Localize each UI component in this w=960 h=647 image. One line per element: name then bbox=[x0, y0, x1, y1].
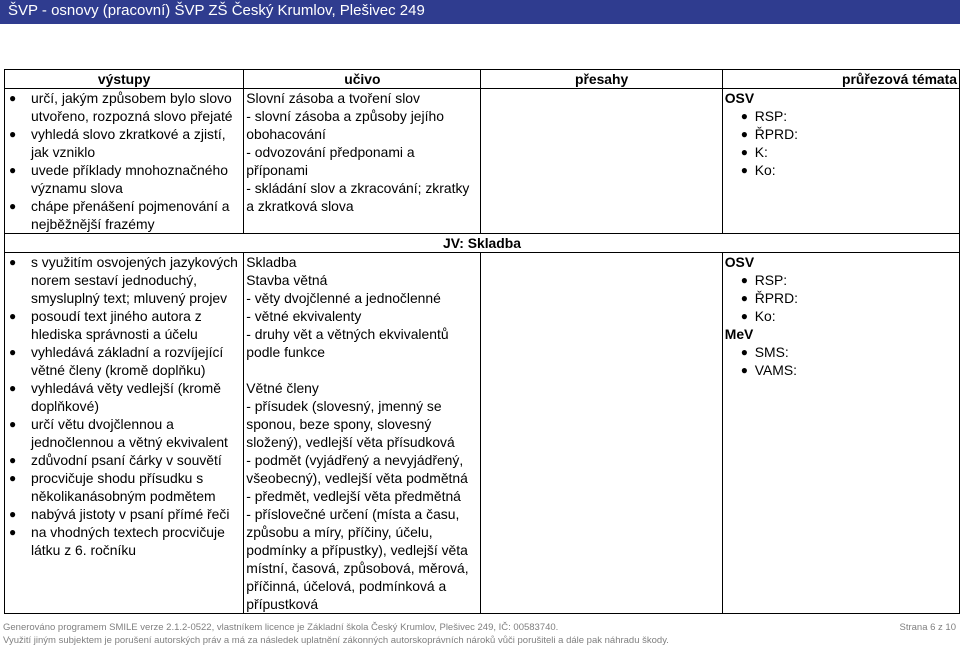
footer-copyright: Využití jiným subjektem je porušení autorských práv a má za následek uplatnění zákonných autorskoprávních nároků vůči porušiteli a dále pak náhradu škody. bbox=[3, 635, 669, 646]
curriculum-table bbox=[4, 69, 960, 614]
section-row bbox=[5, 234, 960, 253]
list-item: ● nabývá jistoty v psaní přímé řeči bbox=[7, 505, 241, 523]
theme-item: ● K: bbox=[725, 143, 957, 161]
content-cell bbox=[244, 253, 481, 614]
overlaps-cell bbox=[481, 89, 722, 234]
header-vystupy: výstupy bbox=[5, 70, 244, 89]
themes-cell bbox=[722, 89, 959, 234]
theme-item: ● RSP: bbox=[725, 271, 957, 289]
themes-cell bbox=[722, 253, 959, 614]
list-item: ● na vhodných textech procvičuje látku z 6. ročníku bbox=[7, 523, 241, 559]
header-presahy: přesahy bbox=[481, 70, 722, 89]
content-line: - věty dvojčlenné a jednočlenné bbox=[246, 290, 441, 306]
list-item: ● vyhledá slovo zkratkové a zjistí, jak vzniklo bbox=[7, 125, 241, 161]
theme-item: ● Ko: bbox=[725, 161, 957, 179]
overlaps-cell bbox=[481, 253, 722, 614]
window-title: ŠVP - osnovy (pracovní) ŠVP ZŠ Český Krumlov, Plešivec 249 bbox=[0, 0, 960, 24]
content-line: - přísudek (slovesný, jmenný se sponou, beze spony, slovesný složený), vedlejší věta přísudková bbox=[246, 398, 455, 450]
theme-title-osv: OSV bbox=[724, 90, 755, 106]
footer-generated-by: Generováno programem SMILE verze 2.1.2-0522, vlastníkem licence je Základní škola Český Krumlov, Plešivec 249, IČ: 00583740. bbox=[3, 622, 559, 633]
outputs-cell bbox=[5, 253, 244, 614]
list-item: ● vyhledává věty vedlejší (kromě doplňkové) bbox=[7, 379, 241, 415]
list-item: ● určí větu dvojčlennou a jednočlennou a větný ekvivalent bbox=[7, 415, 241, 451]
theme-item: ● ŘPRD: bbox=[725, 289, 957, 307]
theme-title-osv: OSV bbox=[724, 254, 755, 270]
content-line: - druhy vět a větných ekvivalentů podle funkce bbox=[246, 326, 449, 360]
theme-item: ● Ko: bbox=[725, 307, 957, 325]
content-line: - příslovečné určení (místa a času, způsobu a míry, příčiny, účelu, podmínky a přípustky), vedlejší věta místní, časová, způsobová, měrová, příčinná, účelová, podmínková a přípustková bbox=[246, 506, 469, 612]
theme-item: ● VAMS: bbox=[725, 361, 957, 379]
content-line: - slovní zásoba a způsoby jejího obohacování bbox=[246, 108, 444, 142]
content-line: Slovní zásoba a tvoření slov bbox=[246, 90, 420, 106]
section-title: JV: Skladba bbox=[5, 234, 960, 253]
header-prurezova-temata: průřezová témata bbox=[722, 70, 959, 89]
table-header-row bbox=[5, 70, 960, 89]
page-number: Strana 6 z 10 bbox=[899, 622, 956, 633]
theme-item: ● ŘPRD: bbox=[725, 125, 957, 143]
outputs-cell bbox=[5, 89, 244, 234]
content-line: - odvozování předponami a příponami bbox=[246, 144, 415, 178]
list-item: ● posoudí text jiného autora z hlediska správnosti a účelu bbox=[7, 307, 241, 343]
list-item: ● uvede příklady mnohoznačného významu slova bbox=[7, 161, 241, 197]
list-item: ● zdůvodní psaní čárky v souvětí bbox=[7, 451, 241, 469]
header-ucivo: učivo bbox=[244, 70, 481, 89]
content-spacer bbox=[246, 361, 478, 379]
content-line: - větné ekvivalenty bbox=[246, 308, 362, 324]
table-row bbox=[5, 253, 960, 614]
content-cell bbox=[244, 89, 481, 234]
list-item: ● vyhledává základní a rozvíjející větné členy (kromě doplňku) bbox=[7, 343, 241, 379]
content-line: Stavba větná bbox=[246, 272, 328, 288]
list-item: ● s využitím osvojených jazykových norem sestaví jednoduchý, smysluplný text; mluvený projev bbox=[7, 253, 241, 307]
list-item: ● určí, jakým způsobem bylo slovo utvořeno, rozpozná slovo přejaté bbox=[7, 89, 241, 125]
theme-title-mev: MeV bbox=[724, 326, 754, 342]
list-item: ● chápe přenášení pojmenování a nejběžnější frazémy bbox=[7, 197, 241, 233]
table-row bbox=[5, 89, 960, 234]
content-line: Větné členy bbox=[246, 380, 319, 396]
theme-item: ● RSP: bbox=[725, 107, 957, 125]
content-line: - skládání slov a zkracování; zkratky a zkratková slova bbox=[246, 180, 470, 214]
list-item: ● procvičuje shodu přísudku s několikanásobným podmětem bbox=[7, 469, 241, 505]
content-line: - předmět, vedlejší věta předmětná bbox=[246, 488, 461, 504]
theme-item: ● SMS: bbox=[725, 343, 957, 361]
content-line: - podmět (vyjádřený a nevyjádřený, všeobecný), vedlejší věta podmětná bbox=[246, 452, 468, 486]
content-line: Skladba bbox=[246, 254, 297, 270]
